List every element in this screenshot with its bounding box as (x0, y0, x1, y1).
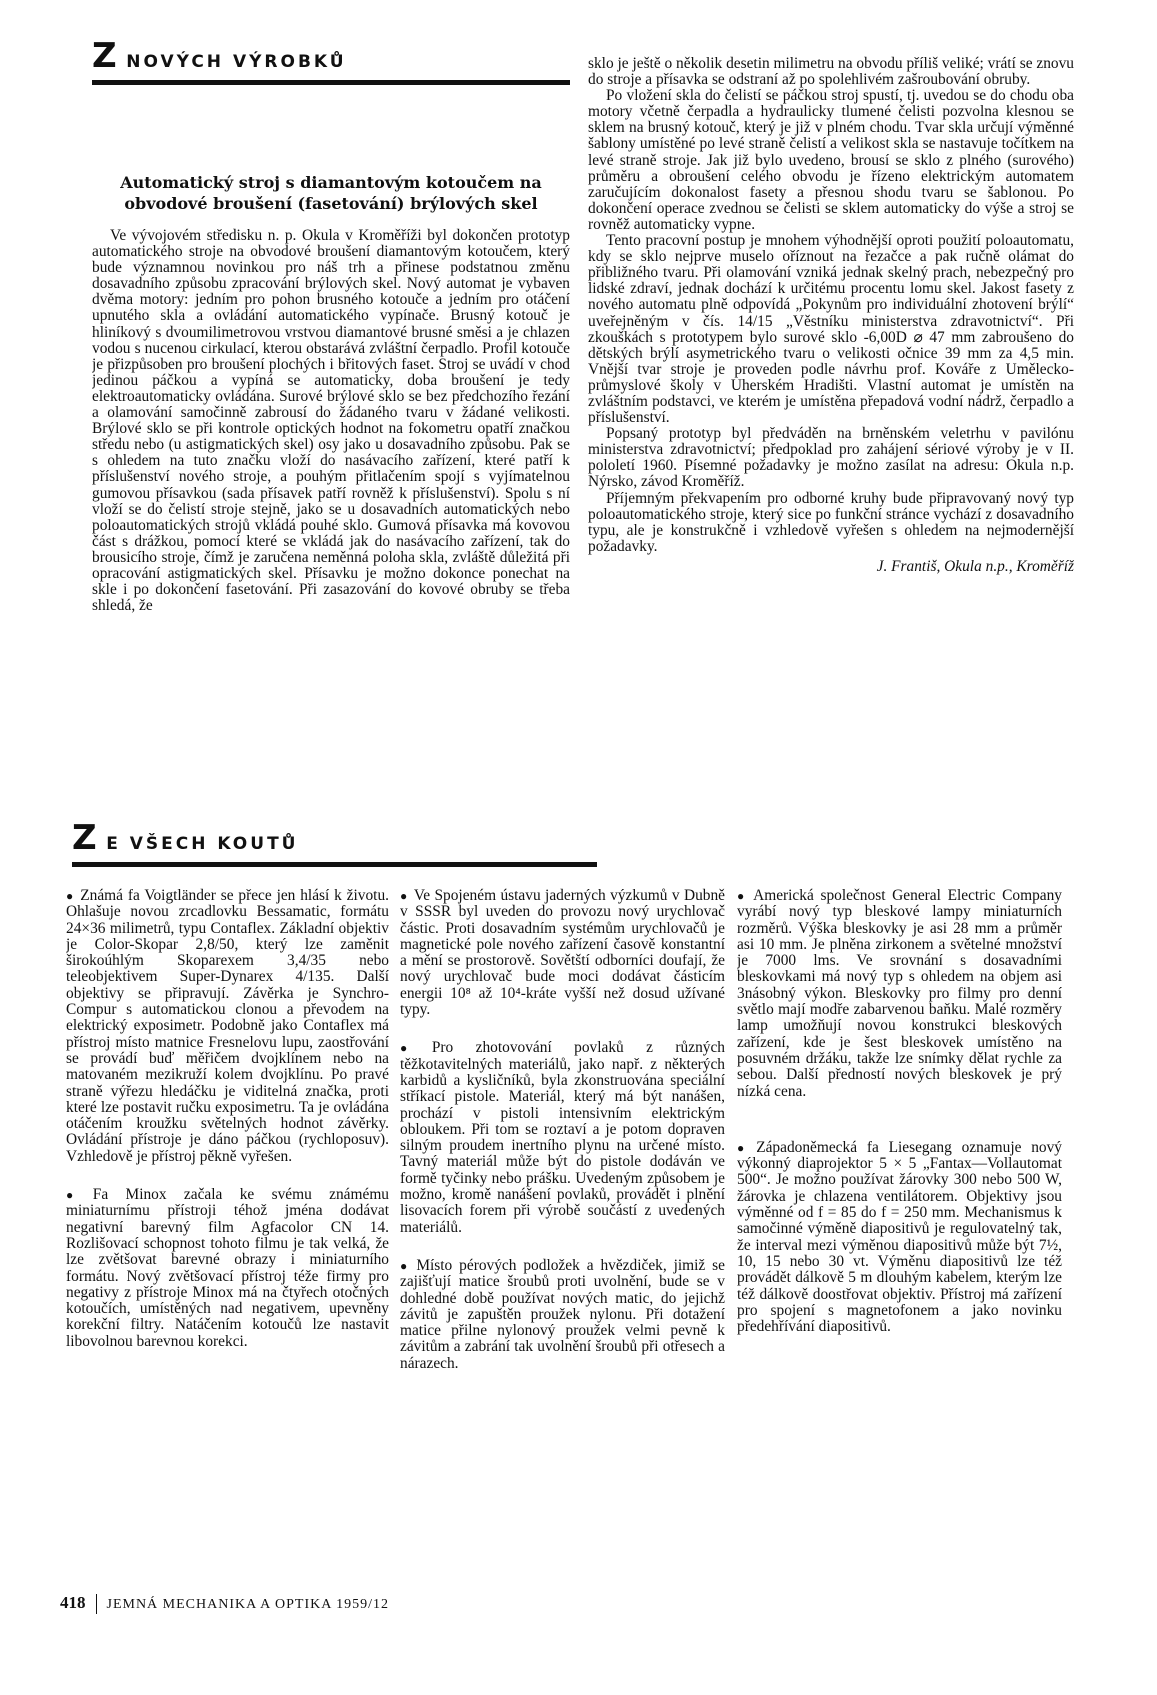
bullet-icon: ● (400, 889, 408, 903)
bullet-icon: ● (737, 1140, 751, 1155)
article-paragraph: sklo je ještě o několik desetin milimetru na obvodu příliš veliké; vrátí se znovu do stroje a přísavka se odstraní až po spolehlivém zašroubování obruby. (588, 56, 1074, 89)
article-paragraph: Popsaný prototyp byl předváděn na brněnském veletrhu v pavilónu ministerstva zdravotnictví; předpoklad pro zahájení sériové výroby je v II. pololetí 1960. Písemné požadavky je možno zasílat na adresu: Okula n.p. Nýrsko, závod Kroměříž. (588, 425, 1074, 491)
section-title-rest: NOVÝCH VÝROBKŮ (126, 52, 347, 72)
page-footer (60, 1593, 389, 1614)
bullet-icon: ● (400, 1041, 426, 1056)
article-column-right (588, 56, 1074, 808)
news-item-text: Místo pérových podložek a hvězdiček, jimiž se zajišťují matice šroubů proti uvolnění, bude se v dohledné době používat nových matic, do jejichž závitů je zapuštěn proužek nylonu. Při dotažení matice přilne nylonový proužek velmi pevně k závitům a zabrání tak uvolnění šroubů při otřesech a nárazech. (400, 1256, 725, 1372)
article-paragraph: Po vložení skla do čelistí se páčkou stroj spustí, tj. uvedou se do chodu oba motory včetně čerpadla a hydraulicky tlumené čelisti pozvolna klesnou se sklem na brusný kotouč, který je již v plném chodu. Tvar skla určují výměnné šablony umístěné po levé straně čelistí a velikost skla se nastavuje točítkem na levé straně stroje. Jak již bylo uvedeno, brousí se sklo z plného (surového) průměru a obroušení celého obvodu je řízeno elektrickým automatem zaručujícím dokonalost fasety a přesnou shodu tvaru se šablonou. Po dokončení operace zvednou se čelisti se sklem automaticky do výše a stroj se rovněž automaticky vypne. (588, 87, 1074, 233)
news-column-1 (66, 888, 389, 1578)
news-item (66, 888, 389, 1165)
article-signature: J. Františ, Okula n.p., Kroměříž (876, 557, 1074, 575)
article-column-left (92, 228, 570, 800)
section-title-all-corners (72, 818, 298, 858)
footer-divider (96, 1594, 97, 1614)
news-item (737, 888, 1062, 1100)
section-title-initial: Z (72, 818, 99, 858)
section-title-rest: E VŠECH KOUTŮ (106, 834, 299, 854)
news-item-text: Ve Spojeném ústavu jaderných výzkumů v Dubně v SSSR byl uveden do provozu nový urychlovač částic. Proti dosavadním systémům urychlovačů je magnetické pole nového zařízení časově konstantní a mění se prostorově. Sovětští odborníci doufají, že nový urychlovač bude moci dodávat částicím energii 10⁸ až 10⁴-kráte vyšší než dosud užívané typy. (400, 888, 725, 1019)
article-heading (92, 172, 570, 214)
news-column-3 (737, 888, 1062, 1578)
news-item-text: Americká společnost General Electric Company vyrábí nový typ bleskové lampy miniaturních rozměrů. Výška bleskovky je asi 28 mm a průměr asi 10 mm. Je plněna zirkonem a světelné množství je 7000 lms. Ve srovnání s dosavadními bleskovkami má nový typ s ohledem na objem asi 3násobný výkon. Bleskovky pro filmy pro denní světlo mají modře zabarvenou baňku. Malé rozměry lamp umožňují novou konstrukci bleskových zařízení, kde je šest bleskovek umístěno na posuvném držáku, takže lze snímky dělat rychle za sebou. Další předností nových bleskovek je prý nízká cena. (737, 888, 1062, 1100)
article-heading-line2: obvodové broušení (fasetování) brýlových skel (124, 194, 538, 213)
section-title-initial: Z (92, 36, 119, 76)
news-item (400, 1258, 725, 1372)
article-paragraph: Ve vývojovém středisku n. p. Okula v Kroměříži byl dokončen prototyp automatického stroje na obvodové broušení diamantovým kotoučem, který bude významnou novinkou pro náš trh a přinese podstatnou změnu dosavadního způsobu zpracování brýlových skel. Nový automat je vybaven dvěma motory: jedním pro pohon brusného kotouče a jedním pro otáčení upnutého skla a ovládání automatického vypínače. Brusný kotouč je hliníkový s dvoumilimetrovou vrstvou diamantové brusné směsi a je chlazen vodou s nucenou cirkulací, kterou obstarává zvláštní čerpadlo. Profil kotouče je přizpůsoben pro broušení plochých i břitových faset. Stroj se uvádí v chod jedinou páčkou a vypíná se automaticky, doba broušení je tedy elektroautomaticky ovládána. Surové brýlové sklo se bez předchozího řezání a olamování samočinně zabrousí do žádaného tvaru v žádané velikosti. Brýlové sklo se při kontrole optických hodnot na fokometru opatří značkou středu nebo (u astigmatických skel) osy jako u dosavadního způsobu. Pak se s ohledem na tuto značku vloží do nasávacího zařízení, které patří k příslušenství nového stroje, a pouhým přitlačením spojí s vyjímatelnou gumovou přísavkou (sada přísavek patří rovněž k příslušenství). Spolu s ní vloží se do čelistí stroje stejně, jako se u dosavadních automatických nebo poloautomatických strojů vkládá pouhé sklo. Gumová přísavka má kovovou část s drážkou, pomocí které se vkládá jak do nasávacího zařízení, tak do brousicího stroje, čímž je zaručena neměnná poloha skla, zvláště důležitá při opracování astigmatických skel. Přísavku je možno dokonce ponechat na skle i po dokončení fasetování. Při zasazování do kovové obruby se třeba shledá, že (92, 228, 570, 615)
bullet-icon: ● (737, 889, 748, 903)
news-item (400, 1040, 725, 1236)
news-item-text: Západoněmecká fa Liesegang oznamuje nový výkonný diaprojektor 5 × 5 „Fantax—Vollautomat 500“. Je možno používat žárovky 300 nebo 500 W, žárovka je chlazena ventilátorem. Objektivy jsou výměnné od f = 85 do f = 250 mm. Mechanismus k samočinné výměně diapositivů je regulovatelný tak, že interval mezi výměnou diapositivů může být 7½, 10, 15 nebo 30 vt. Výměnu diapositivů lze též provádět dálkově 5 m dlouhým kabelem, kterým lze též dálkově doostřovat objektiv. Přístroj má zařízení pro spojení s magnetofonem a jako novinku předehřívání diapositivů. (737, 1138, 1062, 1336)
bullet-icon: ● (400, 1258, 411, 1273)
news-item-text: Známá fa Voigtländer se přece jen hlásí k životu. Ohlašuje novou zrcadlovku Bessamatic, formátu 24×36 milimetrů, typu Contaflex. Základní objektiv je Color-Skopar 2,8/50, který lze zaměnit širokoúhlým Skoparexem 3,4/35 nebo teleobjektivem Super-Dynarex 4/135. Další objektivy se připravují. Závěrka je Synchro-Compur s automatickou clonou a převodem na elektrický exposimetr. Podobně jako Contaflex má přístroj místo matnice Fresnelovu lupu, zaostřování se provádí buď měřičem dvojklínem nebo na matovaném mezikruží kolem dvojklínu. Po pravé straně výřezu hledáčku je viditelná značka, proti které lze postavit ručku exposimetru. Ta je ovládána otáčením kroužku světelných hodnot závěrky. Ovládání přístroje je dáno páčkou (rychloposuv). Vzhledově je přístroj pěkně vyřešen. (66, 888, 389, 1165)
section-title-new-products (92, 36, 347, 76)
news-item-text: Fa Minox začala ke svému známému miniaturnímu přístroji téhož jména dodávat negativní barevný film Agfacolor CN 14. Rozlišovací schopnost tohoto filmu je tak velká, že lze zvětšovat barevné obrazy i miniaturního formátu. Nový zvětšovací přístroj téže firmy pro negativy z přístroje Minox má na čtyřech otočných kotoučích, umístěných nad negativem, upevněny korekční filtry. Natáčením kotoučů lze nastavit libovolnou barevnou korekci. (66, 1186, 389, 1350)
news-item (66, 1187, 389, 1350)
article-heading-line1: Automatický stroj s diamantovým kotoučem na (120, 173, 542, 192)
magazine-title: JEMNÁ MECHANIKA A OPTIKA 1959/12 (106, 1597, 389, 1612)
section-rule (72, 862, 597, 867)
article-paragraph: Příjemným překvapením pro odborné kruhy bude připravovaný nový typ poloautomatického stroje, který sice po funkční stránce vychází z dosavadního typu, ale je konstrukčně i vzhledově vyřešen s ohledem na nejmodernější požadavky. (588, 489, 1074, 555)
page-number: 418 (60, 1593, 86, 1612)
news-item (400, 888, 725, 1018)
bullet-icon: ● (66, 889, 75, 903)
article-paragraph: Tento pracovní postup je mnohem výhodnější oproti použití poloautomatu, kdy se sklo nejprve muselo oříznout na řezačce a pak ručně olámat do přibližného tvaru. Při olamování vzniká jednak skelný prach, nebezpečný pro lidské zdraví, jednak dochází k určitému procentu lomu skel. Jakost fasety z nového automatu plně odpovídá „Pokynům pro individuální zhotovení brýlí“ uveřejněným v čís. 14/15 „Věstníku ministerstva zdravotnictví“. Při zkouškách s prototypem bylo surové sklo -6,00D ⌀ 47 mm zabroušeno do dětských brýlí asymetrického tvaru o velikosti očnice 39 mm za 4,5 min. Vnější tvar stroje je proveden podle návrhu prof. Kováře z Umělecko-průmyslové školy v Uherském Hradišti. Vlastní automat je umístěn na zvláštním podstavci, ve kterém je umístěna přepadová vodní nádrž, čerpadlo a příslušenství. (588, 232, 1074, 427)
bullet-icon: ● (66, 1188, 87, 1203)
news-column-2 (400, 888, 725, 1578)
section-rule (92, 80, 570, 85)
news-item-text: Pro zhotovování povlaků z různých těžkotavitelných materiálů, jako např. z některých karbidů a kysličníků, byla zkonstruována speciální stříkací pistole. Materiál, který má být nanášen, prochází v pistoli intensivním elektrickým obloukem. Při tom se roztaví a je potom dopraven silným proudem inertního plynu na určené místo. Tavný materiál může být do pistole dodáván ve formě tyčinky nebo prášku. Uvedeným způsobem je možno, kromě nanášení povlaků, provádět i plnění lisovacích forem při výrobě součástí z uvedených materiálů. (400, 1039, 725, 1236)
news-item (737, 1140, 1062, 1336)
